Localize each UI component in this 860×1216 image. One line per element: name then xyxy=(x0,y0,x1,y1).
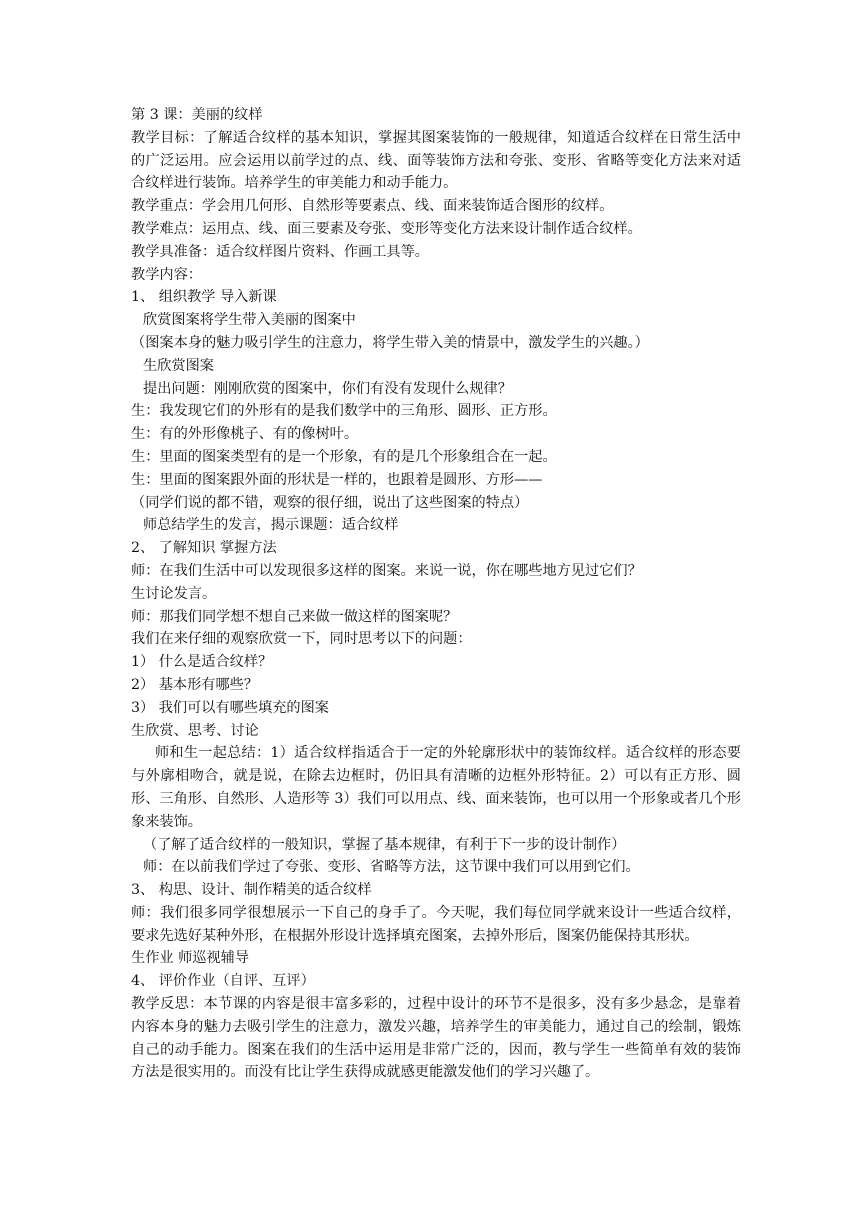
section-1-line: （同学们说的都不错，观察的很仔细，说出了这些图案的特点） xyxy=(131,494,529,511)
teaching-goal: 教学目标：了解适合纹样的基本知识，掌握其图案装饰的一般规律，知道适合纹样在日常生活中的广泛运用。应会运用以前学过的点、线、面等装饰方法和夸张、变形、省略等变化方法来对适合纹样进行装饰。培养学生的审美能力和动手能力。 xyxy=(131,129,741,192)
key-point: 教学重点：学会用几何形、自然形等要素点、线、面来装饰适合图形的纹样。 xyxy=(131,198,614,215)
lesson-title: 第 3 课：美丽的纹样 xyxy=(131,107,263,123)
difficulty: 教学难点：运用点、线、面三要素及夸张、变形等变化方法来设计制作适合纹样。 xyxy=(131,220,642,237)
section-1-line: 生：里面的图案跟外面的形状是一样的，也跟着是圆形、方形—— xyxy=(131,471,543,488)
section-3-paragraph: 师：我们很多同学很想展示一下自己的身手了。今天呢，我们每位同学就来设计一些适合纹样，要求先选好某种外形，在根据外形设计选择填充图案，去掉外形后，图案仍能保持其形状。 xyxy=(131,904,741,944)
section-3-line: 生作业 师巡视辅导 xyxy=(131,950,250,967)
question-item: 3） 我们可以有哪些填充的图案 xyxy=(131,699,329,716)
section-2-line: 师：那我们同学想不想自己来做一做这样的图案呢？ xyxy=(131,608,458,625)
section-1-line: 生：我发现它们的外形有的是我们数学中的三角形、圆形、正方形。 xyxy=(131,403,557,420)
question-item: 2） 基本形有哪些？ xyxy=(131,676,259,693)
section-1-line: 师总结学生的发言，揭示课题：适合纹样 xyxy=(143,517,399,534)
section-1-line: 生：里面的图案类型有的是一个形象，有的是几个形象组合在一起。 xyxy=(131,448,557,465)
content-label: 教学内容： xyxy=(131,266,202,283)
summary-paragraph: 师和生一起总结：1）适合纹样指适合于一定的外轮廓形状中的装饰纹样。适合纹样的形态要与外廓相吻合，就是说，在除去边框时，仍旧具有清晰的边框外形特征。2）可以有正方形、圆形、三角形、自然形、人造形等 3）我们可以用点、线、面来装饰，也可以用一个形象或者几个形象来装饰。 xyxy=(131,745,741,830)
reflection-paragraph: 教学反思：本节课的内容是很丰富多彩的，过程中设计的环节不是很多，没有多少悬念，是靠着内容本身的魅力去吸引学生的注意力，激发兴趣，培养学生的审美能力，通过自己的绘制，锻炼自己的动手能力。图案在我们的生活中运用是非常广泛的，因而，教与学生一些简单有效的装饰方法是很实用的。而没有比让学生获得成就感更能激发他们的学习兴趣了。 xyxy=(131,996,741,1081)
section-1-line: 提出问题：刚刚欣赏的图案中，你们有没有发现什么规律？ xyxy=(143,380,512,397)
section-2-line: 生讨论发言。 xyxy=(131,585,217,602)
section-1-line: 生欣赏图案 xyxy=(143,357,214,374)
section-2-line: 我们在来仔细的观察欣赏一下，同时思考以下的问题： xyxy=(131,631,472,648)
section-1-line: 欣赏图案将学生带入美丽的图案中 xyxy=(143,312,356,329)
teaching-tools: 教学具准备：适合纹样图片资料、作画工具等。 xyxy=(131,243,429,260)
section-1-heading: 1、 组织教学 导入新课 xyxy=(131,289,277,306)
question-item: 1） 什么是适合纹样？ xyxy=(131,654,273,671)
section-2-line: 生欣赏、思考、讨论 xyxy=(131,722,259,739)
section-2-heading: 2、 了解知识 掌握方法 xyxy=(131,540,277,557)
section-2-line: 师：在我们生活中可以发现很多这样的图案。来说一说，你在哪些地方见过它们？ xyxy=(131,562,642,579)
section-1-line: 生：有的外形像桃子、有的像树叶。 xyxy=(131,426,359,443)
section-1-line: （图案本身的魅力吸引学生的注意力，将学生带入美的情景中，激发学生的兴趣。） xyxy=(131,334,649,351)
section-3-heading: 3、 构思、设计、制作精美的适合纹样 xyxy=(131,882,372,899)
section-2-line: （了解了适合纹样的一般知识，掌握了基本规律，有利于下一步的设计制作） xyxy=(143,836,626,853)
document-page xyxy=(131,104,741,1084)
section-2-line: 师：在以前我们学过了夸张、变形、省略等方法，这节课中我们可以用到它们。 xyxy=(143,859,640,876)
section-4-heading: 4、 评价作业（自评、互评） xyxy=(131,973,315,990)
